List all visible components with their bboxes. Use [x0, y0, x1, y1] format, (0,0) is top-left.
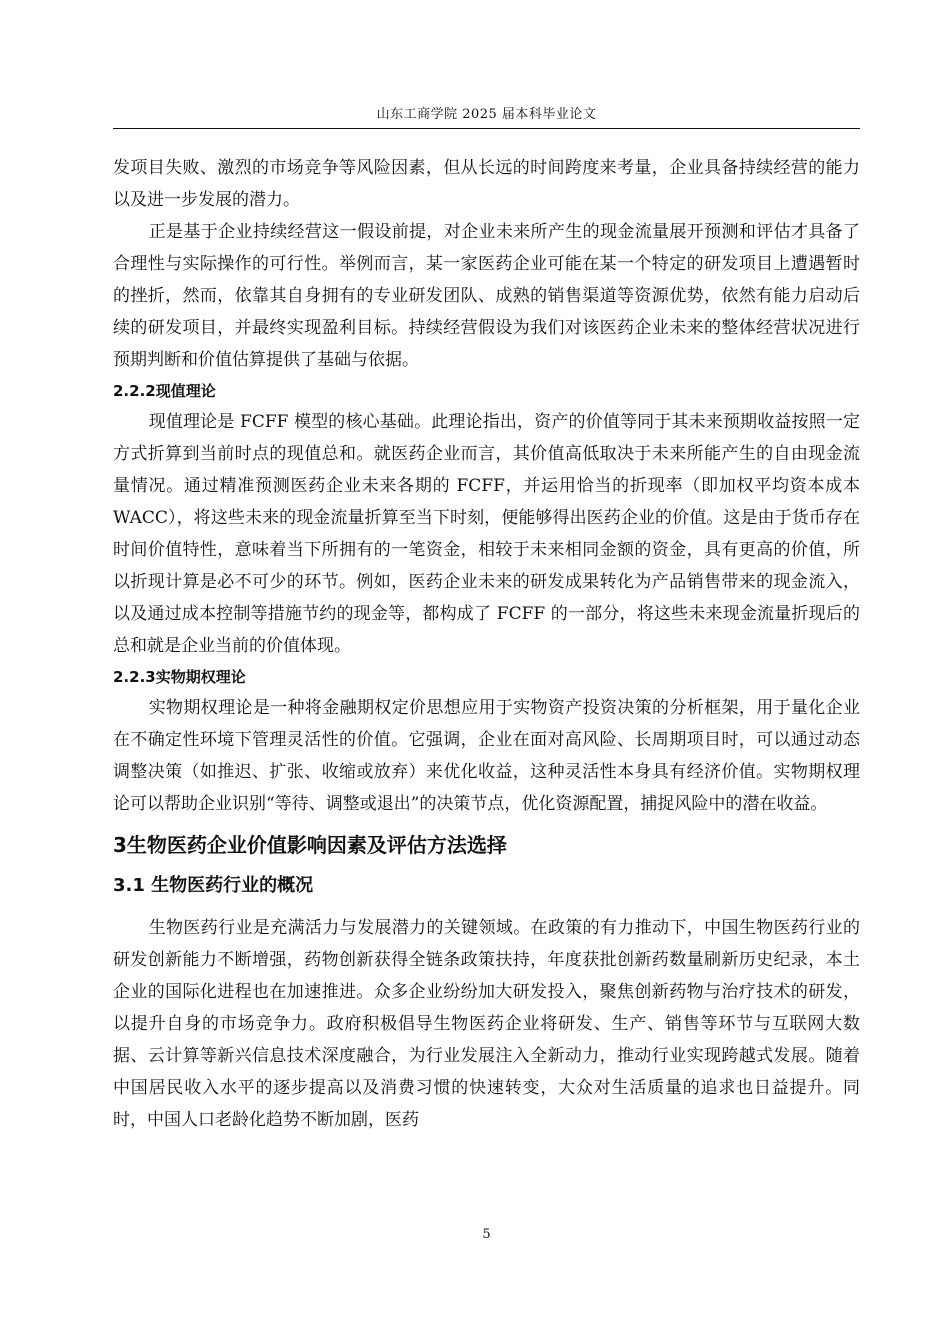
paragraph-real-options: 实物期权理论是一种将金融期权定价思想应用于实物资产投资决策的分析框架，用于量化企业在不确定性环境下管理灵活性的价值。它强调，企业在面对高风险、长周期项目时，可以通过动态调整决策（如推迟、扩张、收缩或放弃）来优化收益，这种灵活性本身具有经济价值。实物期权理论可以帮助企业识别“等待、调整或退出”的决策节点，优化资源配置，捕捉风险中的潜在收益。 [113, 698, 860, 814]
page-number: 5 [482, 1227, 491, 1242]
header-rule [113, 128, 860, 129]
page-body [113, 152, 860, 1136]
section-heading-2-2-2: 2.2.2现值理论 [113, 382, 216, 400]
page-header: 山东工商学院 2025 届本科毕业论文 [376, 107, 597, 122]
paragraph-present-value: 现值理论是 FCFF 模型的核心基础。此理论指出，资产的价值等同于其未来预期收益按照一定方式折算到当前时点的现值总和。就医药企业而言，其价值高低取决于未来所能产生的自由现金流量情况。通过精准预测医药企业未来各期的 FCFF，并运用恰当的折现率（即加权平均资本成本 WACC），将这些未来的现金流量折算至当下时刻，便能够得出医药企业的价值。这是由于货币存在时间价值特性，意味着当下所拥有的一笔资金，相较于未来相同金额的资金，具有更高的价值，所以折现计算是必不可少的环节。例如，医药企业未来的研发成果转化为产品销售带来的现金流入，以及通过成本控制等措施节约的现金等，都构成了 FCFF 的一部分，将这些未来现金流量折现后的总和就是企业当前的价值体现。 [113, 412, 860, 656]
section-heading-2-2-3: 2.2.3实物期权理论 [113, 668, 246, 686]
section-heading-3-1: 3.1 生物医药行业的概况 [113, 875, 314, 896]
paragraph-industry-overview: 生物医药行业是充满活力与发展潜力的关键领域。在政策的有力推动下，中国生物医药行业的研发创新能力不断增强，药物创新获得全链条政策扶持，年度获批创新药数量刷新历史纪录，本土企业的国际化进程也在加速推进。众多企业纷纷加大研发投入，聚焦创新药物与治疗技术的研发，以提升自身的市场竞争力。政府积极倡导生物医药企业将研发、生产、销售等环节与互联网大数据、云计算等新兴信息技术深度融合，为行业发展注入全新动力，推动行业实现跨越式发展。随着中国居民收入水平的逐步提高以及消费习惯的快速转变，大众对生活质量的追求也日益提升。同时，中国人口老龄化趋势不断加剧，医药 [113, 918, 860, 1130]
chapter-heading-3: 3生物医药企业价值影响因素及评估方法选择 [113, 833, 507, 857]
paragraph-continued: 发项目失败、激烈的市场竞争等风险因素，但从长远的时间跨度来考量，企业具备持续经营的能力以及进一步发展的潜力。 [113, 158, 860, 210]
paragraph-going-concern: 正是基于企业持续经营这一假设前提，对企业未来所产生的现金流量展开预测和评估才具备了合理性与实际操作的可行性。举例而言，某一家医药企业可能在某一个特定的研发项目上遭遇暂时的挫折，然而，依靠其自身拥有的专业研发团队、成熟的销售渠道等资源优势，依然有能力启动后续的研发项目，并最终实现盈利目标。持续经营假设为我们对该医药企业未来的整体经营状况进行预期判断和价值估算提供了基础与依据。 [113, 222, 860, 370]
